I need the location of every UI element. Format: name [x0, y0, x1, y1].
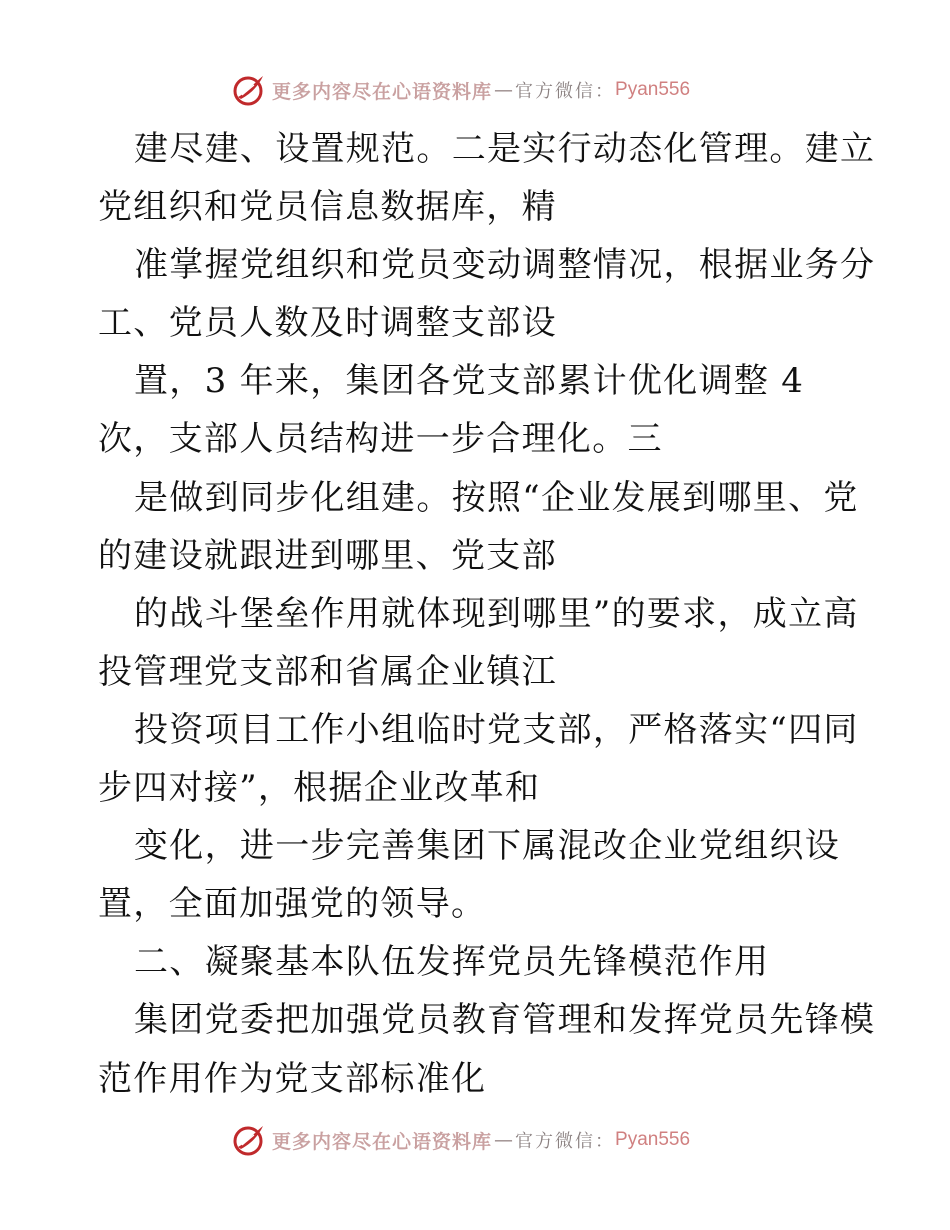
body-line: 变化，进一步完善集团下属混改企业党组织设: [134, 826, 840, 867]
body-line: 准掌握党组织和党员变动调整情况，根据业务分: [134, 245, 876, 286]
body-line: 是做到同步化组建。按照“企业发展到哪里、党: [134, 477, 859, 518]
watermark-site-text: 更多内容尽在心语资料库: [272, 80, 493, 103]
watermark-dash: —: [494, 1129, 514, 1151]
body-line: 集团党委把加强党员教育管理和发挥党员先锋模: [134, 1000, 876, 1041]
quill-logo-icon: [232, 73, 266, 107]
body-line: 置，全面加强党的领导。: [98, 884, 487, 925]
watermark-site-text: 更多内容尽在心语资料库: [272, 1130, 493, 1153]
document-body: [98, 120, 876, 1108]
watermark-wechat-id: Pyan556: [615, 1129, 691, 1150]
section-heading: 二、凝聚基本队伍发挥党员先锋模范作用: [134, 942, 770, 983]
footer-watermark: [232, 1120, 690, 1160]
body-line: 党组织和党员信息数据库，精: [98, 187, 557, 228]
body-line: 投资项目工作小组临时党支部，严格落实“四同: [134, 709, 859, 750]
body-line: 置，3 年来，集团各党支部累计优化调整 4: [134, 361, 805, 402]
watermark-official-label: 官方微信：: [515, 81, 616, 102]
watermark-official-label: 官方微信：: [515, 1131, 616, 1152]
body-line: 范作用作为党支部标准化: [98, 1058, 487, 1099]
body-line: 次，支部人员结构进一步合理化。三: [98, 419, 663, 460]
body-line: 的建设就跟进到哪里、党支部: [98, 535, 557, 576]
watermark-wechat-id: Pyan556: [615, 79, 691, 100]
header-watermark: [232, 70, 690, 110]
watermark-dash: —: [494, 79, 514, 101]
body-line: 的战斗堡垒作用就体现到哪里”的要求，成立高: [134, 593, 859, 634]
body-line: 步四对接”，根据企业改革和: [98, 768, 541, 809]
body-line: 投管理党支部和省属企业镇江: [98, 651, 557, 692]
body-line: 工、党员人数及时调整支部设: [98, 303, 557, 344]
body-line: 建尽建、设置规范。二是实行动态化管理。建立: [134, 129, 876, 169]
quill-logo-icon: [232, 1123, 266, 1157]
